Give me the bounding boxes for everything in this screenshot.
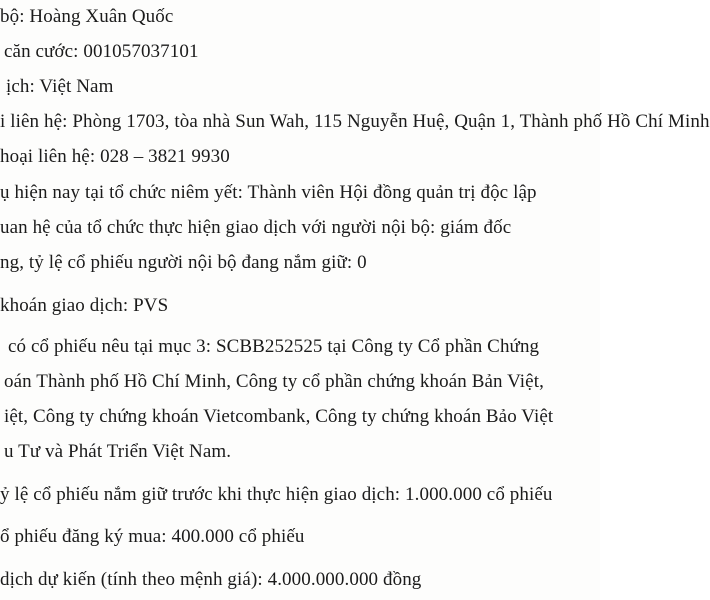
doc-line-account-cont-3: u Tư và Phát Triển Việt Nam. bbox=[4, 441, 232, 462]
doc-line-account-cont-1: oán Thành phố Hồ Chí Minh, Công ty cổ phần chứng khoán Bản Việt, bbox=[4, 371, 544, 392]
doc-line-ticker: khoán giao dịch: PVS bbox=[0, 295, 169, 316]
doc-line-name: bộ: Hoàng Xuân Quốc bbox=[0, 6, 174, 27]
doc-line-shares-before: ỷ lệ cổ phiếu nắm giữ trước khi thực hiện giao dịch: 1.000.000 cổ phiếu bbox=[0, 484, 553, 505]
doc-line-insider-ratio: ng, tỷ lệ cổ phiếu người nội bộ đang nắm giữ: 0 bbox=[0, 252, 367, 273]
doc-line-contact-phone: hoại liên hệ: 028 – 3821 9930 bbox=[0, 146, 230, 167]
doc-line-account-cont-2: iệt, Công ty chứng khoán Vietcombank, Công ty chứng khoán Bảo Việt bbox=[4, 406, 554, 427]
doc-line-account: có cổ phiếu nêu tại mục 3: SCBB252525 tại Công ty Cổ phần Chứng bbox=[8, 336, 540, 357]
doc-line-contact-address: i liên hệ: Phòng 1703, tòa nhà Sun Wah, 115 Nguyễn Huệ, Quận 1, Thành phố Hồ Chí Minh bbox=[0, 111, 710, 132]
doc-line-id-number: căn cước: 001057037101 bbox=[4, 41, 199, 62]
doc-line-current-position: ụ hiện nay tại tổ chức niêm yết: Thành viên Hội đồng quản trị độc lập bbox=[0, 182, 537, 203]
doc-line-relationship: uan hệ của tổ chức thực hiện giao dịch với người nội bộ: giám đốc bbox=[0, 217, 512, 238]
doc-line-shares-register: ổ phiếu đăng ký mua: 400.000 cổ phiếu bbox=[0, 526, 305, 547]
doc-line-nationality: ịch: Việt Nam bbox=[6, 76, 114, 97]
doc-line-expected-value: dịch dự kiến (tính theo mệnh giá): 4.000.000.000 đồng bbox=[0, 569, 422, 590]
